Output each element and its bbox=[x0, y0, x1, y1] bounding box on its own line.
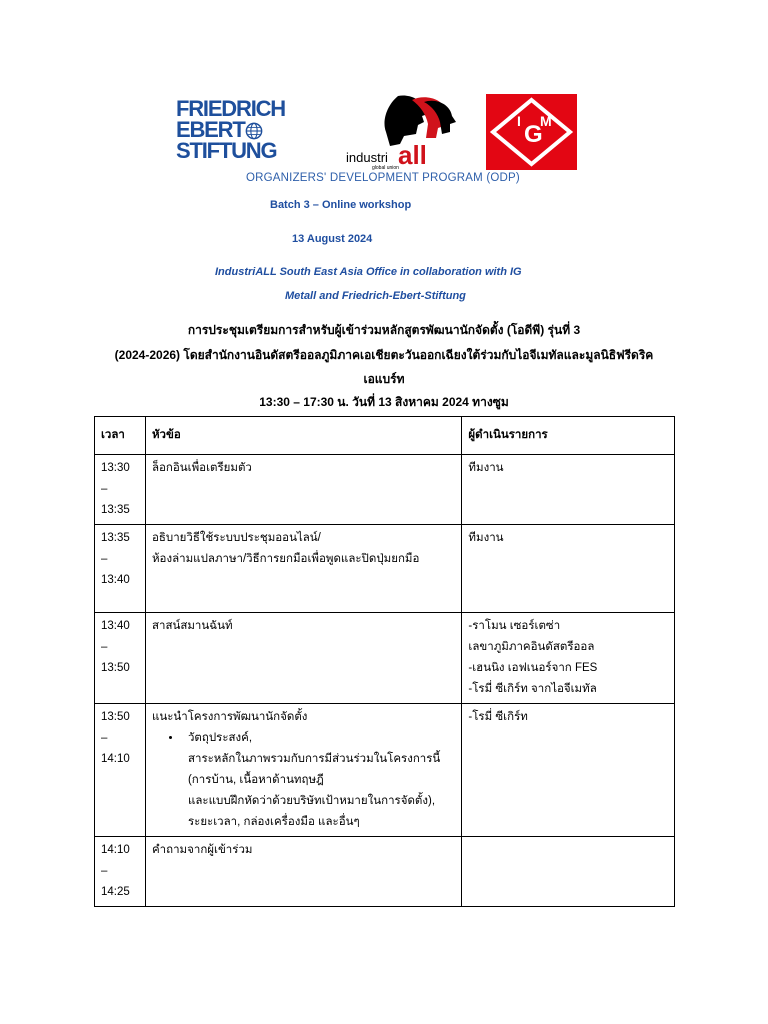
time-dash: – bbox=[101, 865, 108, 877]
topic-text: สาสน์สมานฉันท์ bbox=[151, 620, 233, 632]
host-text: -ราโมน เซอร์เตซ่า bbox=[468, 620, 561, 632]
fes-logo-line bbox=[176, 119, 306, 140]
table-row bbox=[95, 704, 675, 837]
host-text: ทีมงาน bbox=[468, 532, 504, 544]
host-text: -โรมี่ ซีเกิร์ท จากไอจีเมทัล bbox=[468, 683, 597, 695]
workshop-date: 13 August 2024 bbox=[292, 233, 373, 245]
industriall-wordmark-accent: all bbox=[398, 140, 427, 170]
topic-text: ห้องล่ามแปลภาษา/วิธีการยกมือเพื่อพูดและปิดปุ่มยกมือ bbox=[151, 553, 420, 565]
list-item-text: ระยะเวลา, กล่องเครื่องมือ และอื่นๆ bbox=[187, 816, 360, 828]
time-start: 13:35 bbox=[101, 532, 130, 544]
list-item-text: และแบบฝึกหัดว่าด้วยบริษัทเป้าหมายในการจัดตั้ง), bbox=[187, 795, 436, 807]
host-cell bbox=[462, 455, 675, 525]
time-dash: – bbox=[101, 483, 108, 495]
host-cell bbox=[462, 613, 675, 704]
list-item bbox=[182, 728, 455, 833]
time-dash: – bbox=[101, 641, 108, 653]
table-header-row bbox=[95, 417, 675, 455]
table-row bbox=[95, 455, 675, 525]
objectives-list bbox=[152, 728, 455, 833]
time-end: 13:40 bbox=[101, 574, 130, 586]
topic-cell bbox=[145, 613, 461, 704]
time-end: 13:35 bbox=[101, 504, 130, 516]
topic-cell bbox=[145, 525, 461, 613]
topic-text: อธิบายวิธีใช้ระบบประชุมออนไลน์/ bbox=[151, 532, 321, 544]
time-start: 13:40 bbox=[101, 620, 130, 632]
list-item-text: สาระหลักในภาพรวมกับการมีส่วนร่วมในโครงการนี้ bbox=[187, 753, 441, 765]
time-cell bbox=[95, 525, 146, 613]
host-text: ทีมงาน bbox=[468, 462, 504, 474]
agenda-table bbox=[94, 416, 675, 907]
fes-logo-text: EBERT bbox=[176, 117, 245, 142]
thai-title-line-2: (2024-2026) โดยสำนักงานอินดัสตรีออลภูมิภาคเอเชียตะวันออกเฉียงใต้ร่วมกับไอจีเมทัลและมูลนิธิฟรีดริค bbox=[114, 348, 654, 362]
time-start: 14:10 bbox=[101, 844, 130, 856]
host-text: -โรมี่ ซีเกิร์ท bbox=[468, 711, 528, 723]
table-row bbox=[95, 837, 675, 907]
industriall-wordmark: industri bbox=[346, 150, 388, 165]
host-cell bbox=[462, 704, 675, 837]
time-cell bbox=[95, 613, 146, 704]
collab-line-2: Metall and Friedrich-Ebert-Stiftung bbox=[285, 290, 466, 302]
column-header-host: ผู้ดำเนินรายการ bbox=[462, 417, 675, 455]
igmetall-letter: I bbox=[517, 113, 521, 129]
industriall-logo bbox=[346, 92, 466, 170]
time-cell bbox=[95, 455, 146, 525]
thai-time: 13:30 – 17:30 น. วันที่ 13 สิงหาคม 2024 ทางซูม bbox=[259, 395, 509, 409]
time-cell bbox=[95, 704, 146, 837]
topic-text: ล็อกอินเพื่อเตรียมตัว bbox=[151, 462, 252, 474]
thai-title-line-1: การประชุมเตรียมการสำหรับผู้เข้าร่วมหลักสูตรพัฒนานักจัดตั้ง (โอดีพี) รุ่นที่ 3 bbox=[187, 323, 581, 337]
list-item-text: (การบ้าน, เนื้อหาด้านทฤษฎี bbox=[187, 774, 324, 786]
host-cell bbox=[462, 525, 675, 613]
thai-title-line-3: เอแบร์ท bbox=[363, 372, 405, 386]
igmetall-letter: G bbox=[524, 121, 543, 148]
batch-title: Batch 3 – Online workshop bbox=[270, 199, 412, 211]
fes-logo bbox=[176, 98, 306, 161]
program-title: ORGANIZERS' DEVELOPMENT PROGRAM (ODP) bbox=[246, 172, 520, 184]
topic-cell bbox=[145, 704, 461, 837]
table-row bbox=[95, 525, 675, 613]
time-end: 14:10 bbox=[101, 753, 130, 765]
topic-cell bbox=[145, 837, 461, 907]
topic-cell bbox=[145, 455, 461, 525]
topic-text: คำถามจากผู้เข้าร่วม bbox=[151, 844, 253, 856]
igmetall-letter: M bbox=[540, 113, 552, 129]
column-header-time: เวลา bbox=[95, 417, 146, 455]
column-header-topic: หัวข้อ bbox=[145, 417, 461, 455]
time-dash: – bbox=[101, 732, 108, 744]
table-row bbox=[95, 613, 675, 704]
list-item-text: • วัตถุประสงค์, bbox=[187, 732, 253, 744]
host-cell bbox=[462, 837, 675, 907]
fes-logo-line: FRIEDRICH bbox=[176, 96, 285, 121]
time-start: 13:50 bbox=[101, 711, 130, 723]
topic-text: แนะนำโครงการพัฒนานักจัดตั้ง bbox=[151, 711, 308, 723]
industriall-subtitle: global union bbox=[372, 165, 399, 170]
time-dash: – bbox=[101, 553, 108, 565]
time-cell bbox=[95, 837, 146, 907]
host-text: เลขาภูมิภาคอินดัสตรีออล bbox=[468, 641, 595, 653]
igmetall-logo bbox=[486, 94, 577, 170]
logo-row bbox=[0, 90, 768, 172]
collab-line-1: IndustriALL South East Asia Office in collaboration with IG bbox=[215, 266, 522, 278]
time-end: 14:25 bbox=[101, 886, 130, 898]
time-start: 13:30 bbox=[101, 462, 130, 474]
time-end: 13:50 bbox=[101, 662, 130, 674]
host-text: -เฮนนิง เอฟเนอร์จาก FES bbox=[468, 662, 598, 674]
fes-logo-line: STIFTUNG bbox=[176, 138, 277, 163]
